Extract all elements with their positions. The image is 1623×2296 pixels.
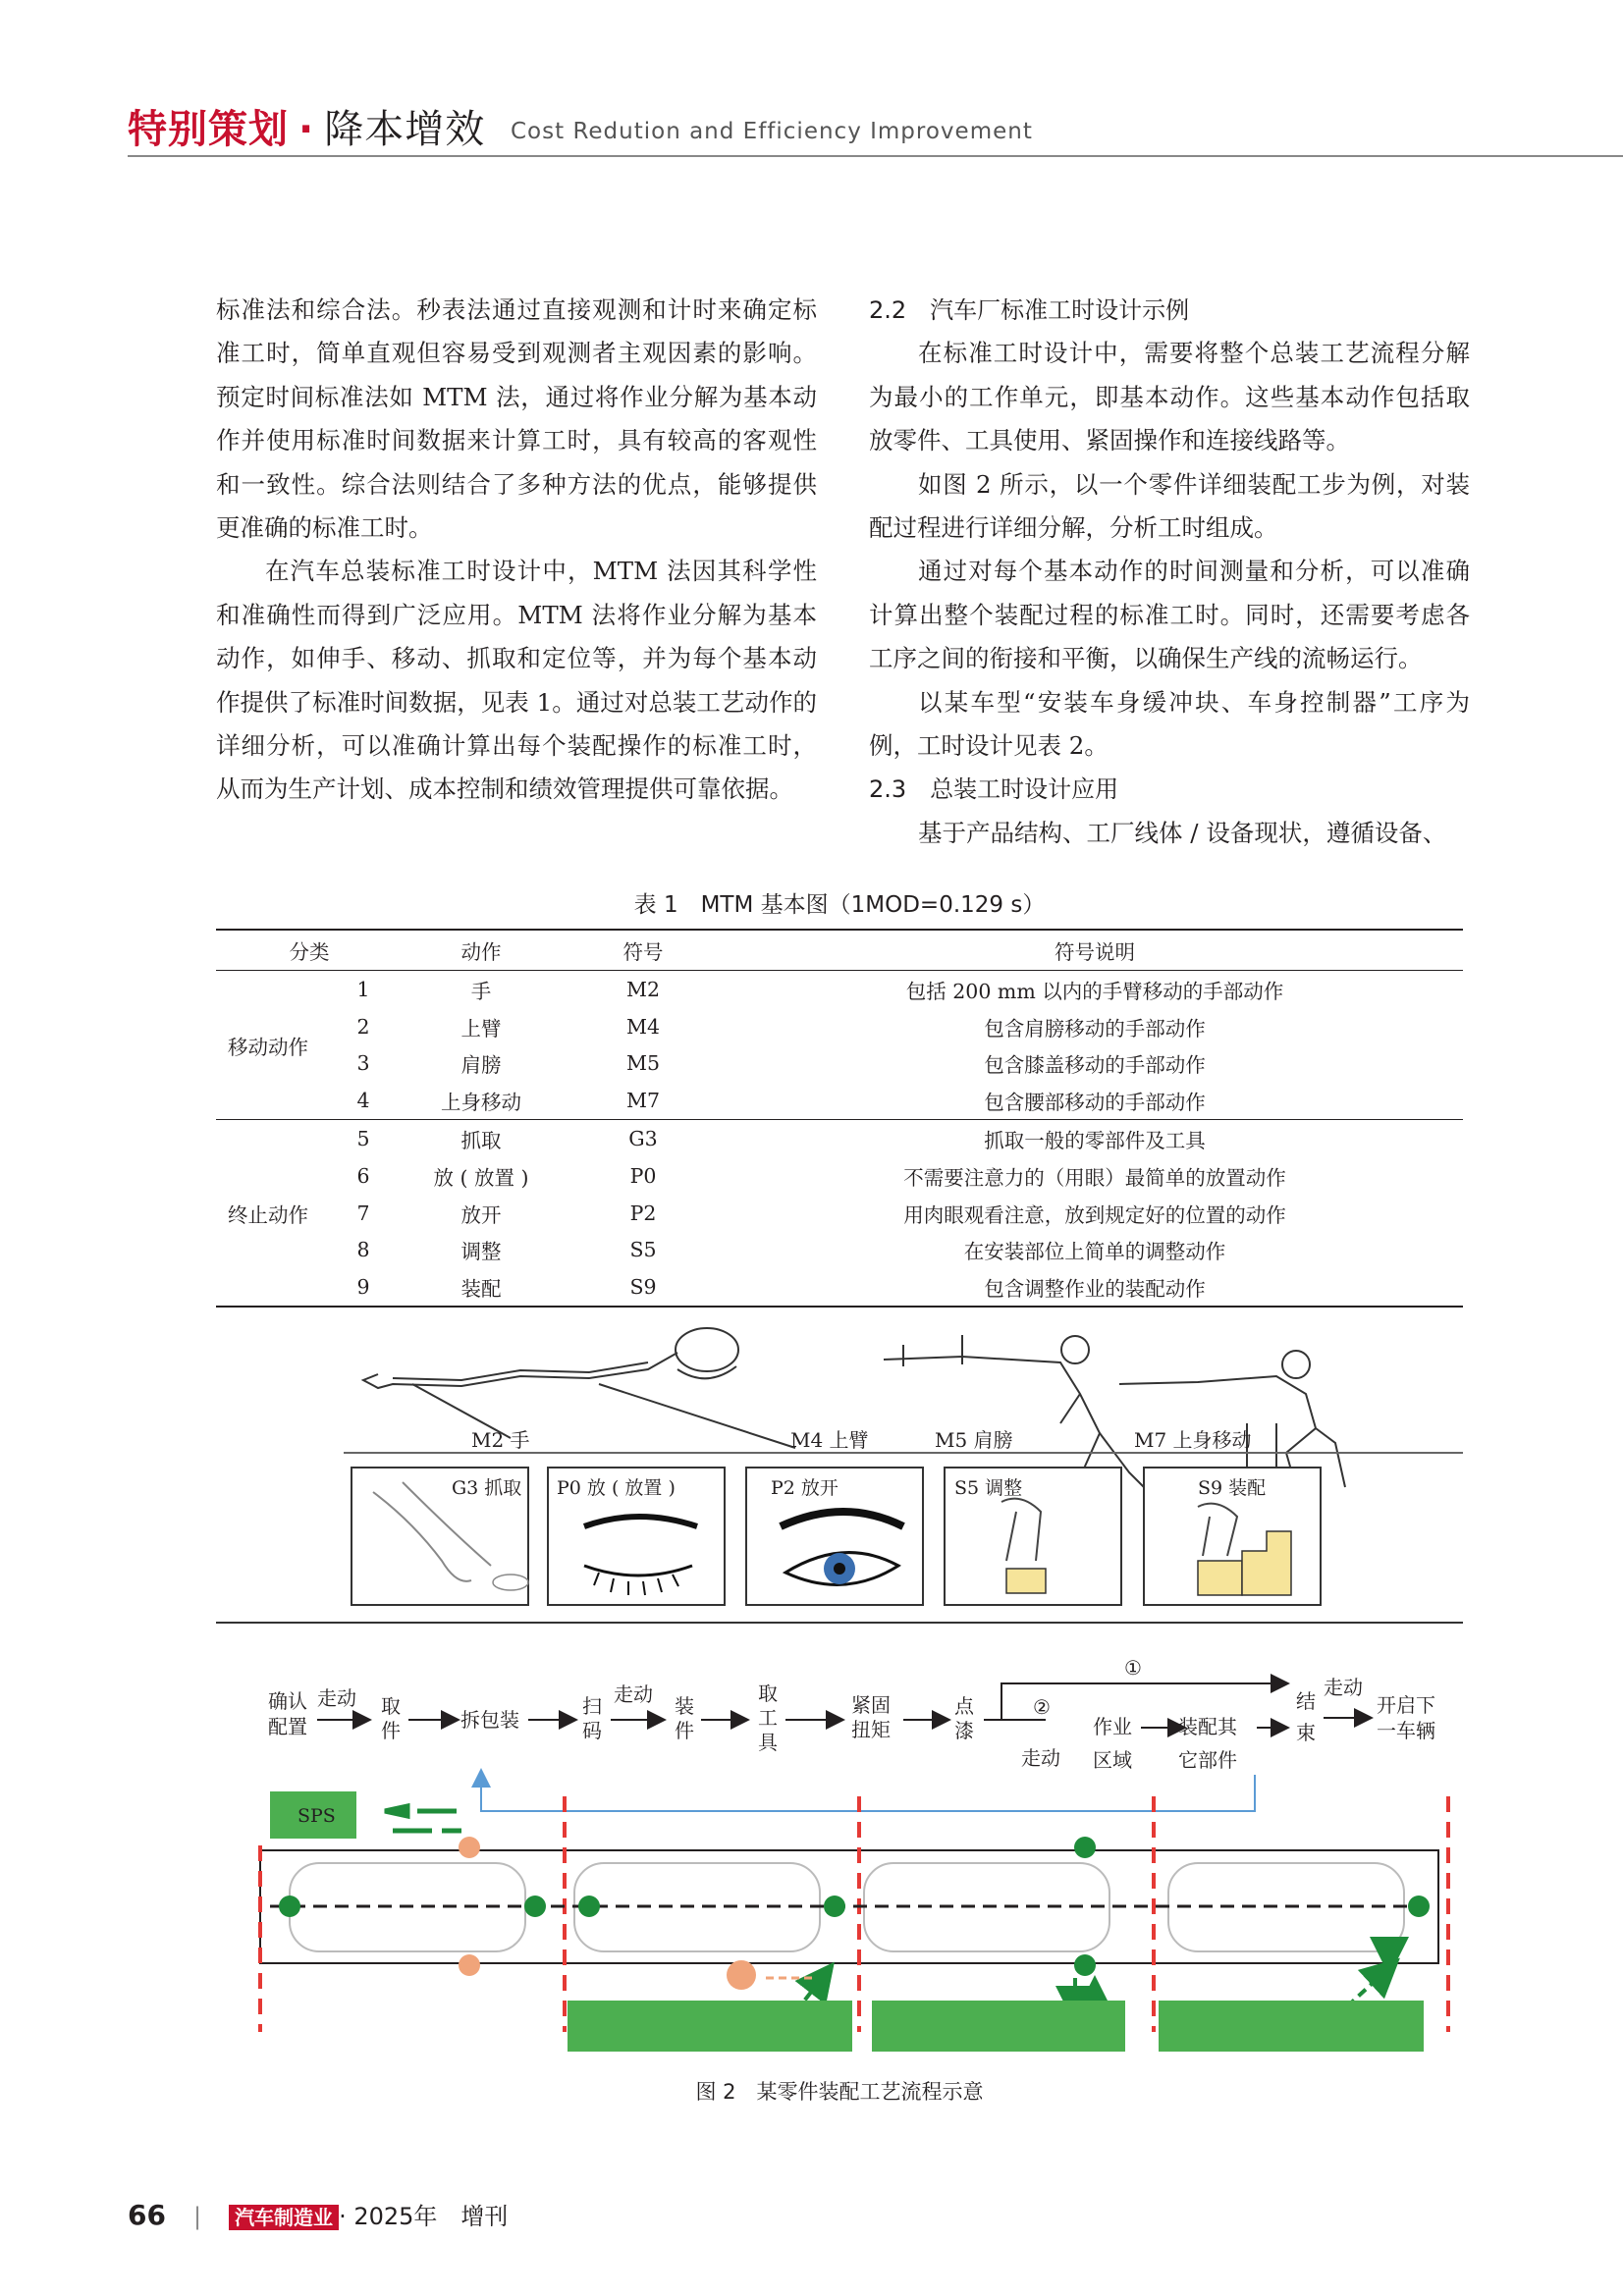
lying-person-drawing [363,1328,795,1448]
step-tool-2: 工 [758,1706,778,1730]
step-tighten-1: 紧固 [851,1693,891,1717]
right-paragraph-5: 基于产品结构、工厂线体 / 设备现状，遵循设备、 [918,818,1447,847]
row-action: 肩膀 [460,1053,502,1078]
table-row [216,1008,1463,1045]
table-row [216,1157,1463,1195]
table-row [216,1120,1463,1157]
right-paragraph-1: 在标准工时设计中，需要将整个总装工艺流程分解为最小的工作单元，即基本动作。这些基本动作包括取放零件、工具使用、紧固操作和连接线路等。 [869,339,1470,455]
step-tool-3: 具 [758,1731,778,1754]
row-action: 放 ( 放置 ) [433,1165,529,1190]
walk-label-4: 走动 [1324,1676,1363,1699]
row-symbol: M5 [625,1051,661,1076]
row-symbol: S9 [560,1268,727,1307]
issue-label: · 2025年 增刊 [339,2203,509,2230]
magazine-logo: 汽车制造业 [229,2205,339,2230]
step-take-part-2: 件 [381,1719,401,1742]
table-row [216,1232,1463,1269]
header-title-black: 降本增效 [324,107,486,152]
mtm-illustration [216,1315,1463,1629]
step-next-2: 一车辆 [1377,1719,1435,1742]
motion-label-m4: M4 上臂 [790,1428,869,1452]
row-no: 1 [356,977,370,1001]
row-action: 抓取 [460,1129,502,1153]
category-stop: 终止动作 [216,1120,324,1307]
motion-label-m5: M5 肩膀 [935,1428,1013,1452]
operators [279,1837,1430,1990]
station-dividers [260,1796,1448,2032]
row-symbol: P0 [629,1163,657,1188]
step-scan-1: 扫 [582,1694,602,1718]
step-install-2: 件 [675,1719,694,1742]
box-label-g3: G3 抓取 [452,1477,522,1499]
row-no: 8 [356,1238,370,1262]
table-header-row [216,930,1463,971]
branch-1-marker: ① [1124,1656,1142,1680]
row-desc: 用肉眼观看注意，放到规定好的位置的动作 [903,1202,1286,1227]
row-symbol: S5 [629,1238,657,1262]
row-no: 4 [324,1082,403,1119]
motion-label-m7: M7 上身移动 [1134,1428,1252,1452]
row-action: 放开 [460,1202,502,1227]
table-row [216,971,1463,1008]
row-symbol: M7 [560,1082,727,1119]
row-action: 上身移动 [403,1082,560,1119]
header-title-red: 特别策划 [128,107,289,152]
header-action: 动作 [403,930,560,971]
row-no: 7 [356,1201,370,1225]
row-desc: 包含膝盖移动的手部动作 [984,1053,1206,1078]
return-arrow [481,1772,1255,1811]
step-other-2: 它部件 [1178,1748,1237,1772]
step-tighten-2: 扭矩 [851,1718,891,1741]
step-work-area-2: 区域 [1093,1748,1132,1772]
left-paragraph-2: 在汽车总装标准工时设计中，MTM 法因其科学性和准确性而得到广泛应用。MTM 法将作业分解为基本动作，如伸手、移动、抓取和定位等，并为每个基本动作提供了标准时间数据，见表 1。通过对总装工艺动作的详细分析，可以准确计算出每个装配操作的标准工时，从而为生产计划、成本控制和绩效管理提供可靠依据。 [216,557,817,804]
box-label-p0: P0 放 ( 放置 ) [557,1477,676,1499]
step-end-1: 结 [1296,1689,1316,1713]
step-confirm-2: 配置 [268,1715,307,1738]
step-take-part-1: 取 [381,1694,401,1718]
sps-arrow-left [385,1806,457,1816]
assembly-flow-diagram [216,1629,1463,2071]
release-box [746,1468,923,1605]
header-dot: · [298,107,315,152]
row-no: 3 [356,1051,370,1076]
page-number: 66 [128,2199,166,2231]
row-action: 装配 [403,1268,560,1307]
footer-separator: | [192,2203,202,2230]
motion-label-m2: M2 手 [471,1428,530,1452]
row-no: 6 [356,1163,370,1188]
step-work-area-1: 作业 [1093,1715,1132,1738]
box-label-p2: P2 放开 [771,1477,839,1499]
walk-label-1: 走动 [317,1686,356,1710]
walk-label-3: 走动 [1021,1746,1060,1770]
row-desc: 抓取一般的零部件及工具 [984,1129,1206,1153]
step-end-2: 束 [1296,1721,1316,1744]
header-symbol: 符号 [560,930,727,971]
row-no: 9 [324,1268,403,1307]
flow-steps [268,1656,1435,1772]
grasp-box [352,1468,528,1605]
header-english-title: Cost Redution and Efficiency Improvement [511,119,1033,144]
material-racks [568,2001,1424,2052]
section-2-2-heading: 2.2 汽车厂标准工时设计示例 [869,296,1190,324]
box-label-s5: S5 调整 [954,1477,1023,1499]
row-symbol: M2 [625,977,661,1001]
right-paragraph-4: 以某车型“安装车身缓冲块、车身控制器”工序为例，工时设计见表 2。 [869,687,1470,761]
row-action: 上臂 [460,1016,502,1041]
footer [128,2197,508,2231]
row-symbol: M4 [625,1014,661,1039]
figure-2-caption: 图 2 某零件装配工艺流程示意 [695,2080,984,2104]
step-scan-2: 码 [582,1719,602,1742]
branch-1-arrow [984,1683,1286,1720]
row-desc: 包含腰部移动的手部动作 [727,1082,1463,1119]
left-paragraph-1: 标准法和综合法。秒表法通过直接观测和计时来确定标准工时，简单直观但容易受到观测者主观因素的影响。预定时间标准法如 MTM 法，通过将作业分解为基本动作并使用标准时间数据来计算工时，具有较高的客观性和一致性。综合法则结合了多种方法的优点，能够提供更准确的标准工时。 [216,295,817,543]
branch-2-marker: ② [1033,1695,1051,1719]
row-no: 5 [356,1127,370,1151]
row-desc: 在安装部位上简单的调整动作 [963,1240,1226,1264]
sps-label: SPS [298,1805,336,1827]
row-desc: 包括 200 mm 以内的手臂移动的手部动作 [905,979,1284,1003]
category-move: 移动动作 [216,971,324,1120]
step-paint-2: 漆 [954,1719,974,1742]
car-outlines [290,1863,1404,1951]
box-label-s9: S9 装配 [1198,1477,1267,1499]
table-caption: 表 1 MTM 基本图（1MOD=0.129 s） [633,892,1046,918]
header-category: 分类 [216,930,403,971]
section-2-3-heading: 2.3 总装工时设计应用 [869,775,1119,804]
right-column [869,289,1470,855]
header-description: 符号说明 [727,930,1463,971]
row-action: 调整 [460,1240,502,1264]
row-action: 手 [470,979,492,1003]
step-paint-1: 点 [954,1694,974,1718]
assembly-line [260,1850,1438,1963]
table-row [216,1045,1463,1083]
step-install-1: 装 [675,1694,694,1718]
right-paragraph-3: 通过对每个基本动作的时间测量和分析，可以准确计算出整个装配过程的标准工时。同时，还需要考虑各工序之间的衔接和平衡，以确保生产线的流畅运行。 [869,557,1470,673]
step-next-1: 开启下 [1377,1693,1435,1717]
adjust-box [945,1468,1121,1605]
step-tool-1: 取 [758,1682,778,1705]
table-row [216,1195,1463,1232]
header-title [128,98,485,154]
header-rule [128,155,1623,157]
assemble-box [1144,1468,1321,1605]
row-desc: 包含肩膀移动的手部动作 [984,1016,1206,1041]
right-paragraph-2: 如图 2 所示，以一个零件详细装配工步为例，对装配过程进行详细分解，分析工时组成。 [869,469,1470,543]
step-confirm-1: 确认 [268,1689,307,1713]
mtm-table [216,929,1463,1308]
row-no: 2 [356,1014,370,1039]
table-row [216,1082,1463,1119]
left-column [216,289,817,812]
walk-label-2: 走动 [614,1682,653,1706]
row-desc: 不需要注意力的（用眼）最简单的放置动作 [903,1165,1286,1190]
row-symbol: P2 [629,1201,657,1225]
step-other-1: 装配其 [1178,1715,1237,1738]
table-row [216,1268,1463,1307]
place-box [548,1468,725,1605]
step-unpack: 拆包装 [460,1708,519,1732]
row-desc: 包含调整作业的装配动作 [727,1268,1463,1307]
row-symbol: G3 [628,1127,658,1151]
